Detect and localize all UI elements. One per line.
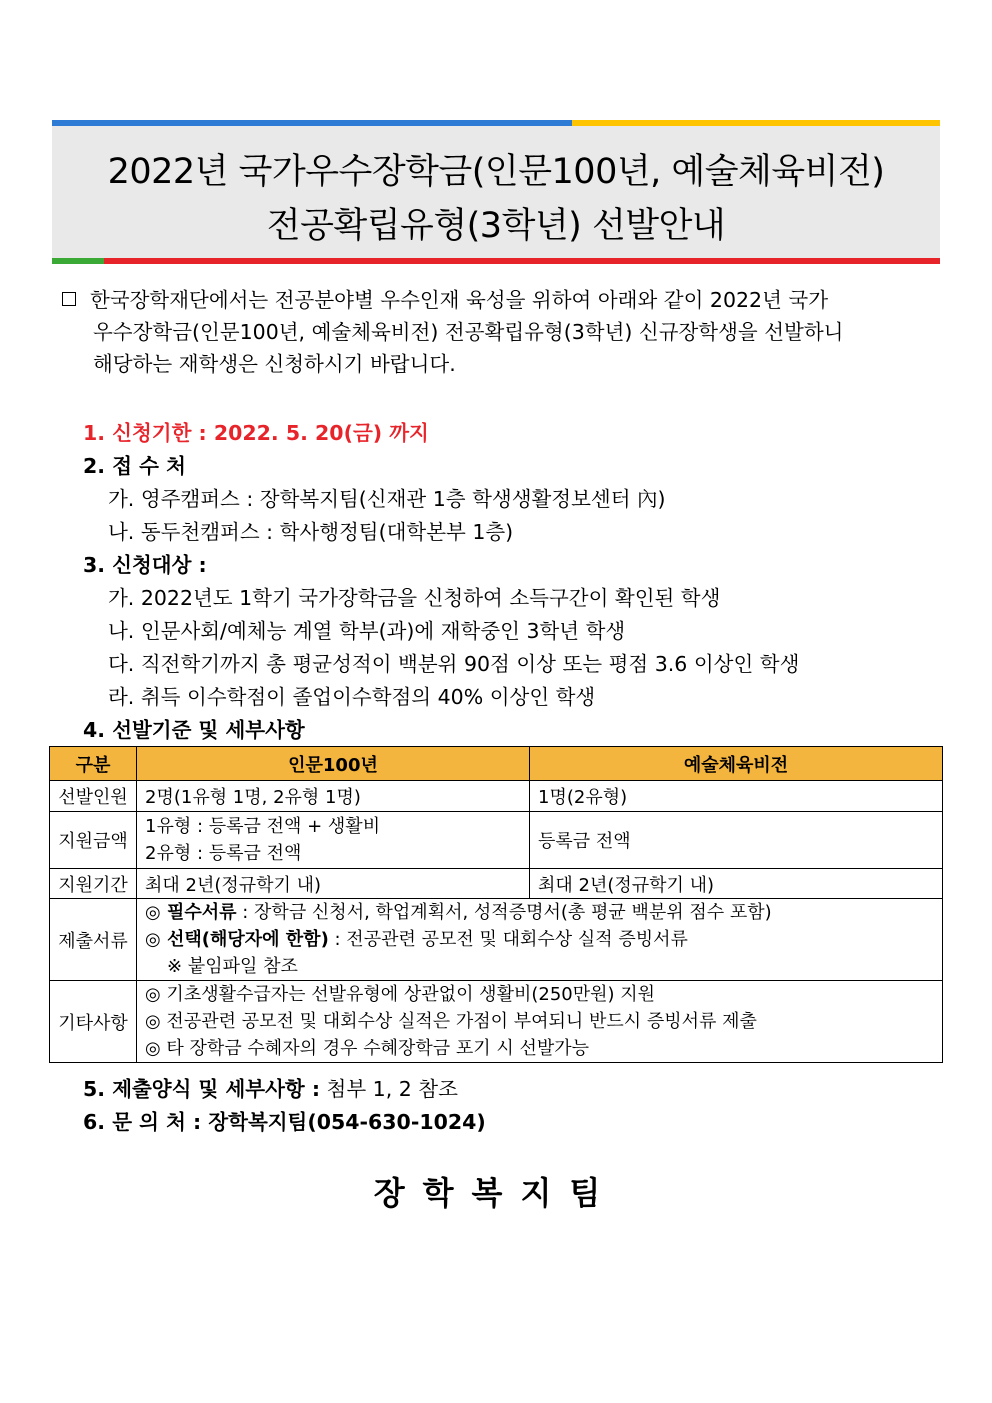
bottom-green-bar	[52, 258, 104, 264]
header-arts-sports: 예술체육비전	[530, 747, 943, 781]
intro-text-1: 한국장학재단에서는 전공분야별 우수인재 육성을 위하여 아래와 같이 2022년 국가	[90, 288, 828, 312]
docs-required-label: ◎ 필수서류	[145, 902, 237, 923]
intro-line-1	[62, 284, 947, 316]
docs-optional	[145, 926, 934, 953]
amount-arts: 등록금 전액	[530, 812, 943, 869]
reception-item-b: 나. 동두천캠퍼스 : 학사행정팀(대학본부 1층)	[108, 520, 514, 544]
intro-line-3: 해당하는 재학생은 신청하시기 바랍니다.	[93, 352, 456, 376]
intro-paragraph	[62, 284, 947, 380]
form-text: 첨부 1, 2 참조	[320, 1077, 458, 1101]
docs-optional-text: : 전공관련 공모전 및 대회수상 실적 증빙서류	[328, 929, 688, 950]
people-arts: 1명(2유형)	[530, 781, 943, 812]
period-arts: 최대 2년(정규학기 내)	[530, 869, 943, 899]
table-header-row	[50, 747, 943, 781]
selection-table	[49, 746, 943, 1063]
table-row	[50, 981, 943, 1063]
table-row	[50, 899, 943, 981]
bottom-red-bar	[104, 258, 940, 264]
docs-optional-label: ◎ 선택(해당자에 한함)	[145, 929, 329, 950]
checkbox-square-icon	[62, 292, 76, 306]
etc-line-1: ◎ 기초생활수급자는 선발유형에 상관없이 생활비(250만원) 지원	[145, 984, 656, 1005]
header-humanities: 인문100년	[137, 747, 530, 781]
top-yellow-bar	[572, 120, 940, 126]
table-row	[50, 812, 943, 869]
docs-required-text: : 장학금 신청서, 학업계획서, 성적증명서(총 평균 백분위 점수 포함)	[236, 902, 772, 923]
target-item-a: 가. 2022년도 1학기 국가장학금을 신청하여 소득구간이 확인된 학생	[108, 586, 721, 610]
row-label-docs: 제출서류	[50, 899, 137, 981]
row-label-people: 선발인원	[50, 781, 137, 812]
row-label-etc: 기타사항	[50, 981, 137, 1063]
form-item	[83, 1072, 458, 1102]
people-humanities: 2명(1유형 1명, 2유형 1명)	[137, 781, 530, 812]
docs-required	[145, 899, 934, 926]
form-label: 5. 제출양식 및 세부사항 :	[83, 1077, 321, 1101]
amount-type2: 2유형 : 등록금 전액	[145, 843, 302, 864]
reception-item-a: 가. 영주캠퍼스 : 장학복지팀(신재관 1층 학생생활정보센터 內)	[108, 487, 666, 511]
target-heading: 3. 신청대상 :	[83, 553, 207, 577]
amount-humanities	[137, 812, 530, 869]
deadline-item: 1. 신청기한 : 2022. 5. 20(금) 까지	[83, 421, 429, 445]
criteria-heading: 4. 선발기준 및 세부사항	[83, 718, 305, 742]
contact-item: 6. 문 의 처 : 장학복지팀(054-630-1024)	[83, 1110, 486, 1134]
etc-cell	[137, 981, 943, 1063]
target-item-b: 나. 인문사회/예체능 계열 학부(과)에 재학중인 3학년 학생	[108, 619, 626, 643]
header-category: 구분	[50, 747, 137, 781]
row-label-amount: 지원금액	[50, 812, 137, 869]
amount-type1: 1유형 : 등록금 전액 + 생활비	[145, 816, 381, 837]
table-row	[50, 869, 943, 899]
signature-office: 장학복지팀	[373, 1174, 619, 1212]
top-blue-bar	[52, 120, 572, 126]
reception-heading: 2. 접 수 처	[83, 454, 186, 478]
intro-line-2: 우수장학금(인문100년, 예술체육비전) 전공확립유형(3학년) 신규장학생을 선발하니	[93, 320, 844, 344]
title-line-2: 전공확립유형(3학년) 선발안내	[266, 206, 726, 246]
etc-line-2: ◎ 전공관련 공모전 및 대회수상 실적은 가점이 부여되니 반드시 증빙서류 제출	[145, 1011, 757, 1032]
target-item-d: 라. 취득 이수학점이 졸업이수학점의 40% 이상인 학생	[108, 685, 596, 709]
docs-note: ※ 붙임파일 참조	[167, 956, 298, 977]
period-humanities: 최대 2년(정규학기 내)	[137, 869, 530, 899]
row-label-period: 지원기간	[50, 869, 137, 899]
target-item-c: 다. 직전학기까지 총 평균성적이 백분위 90점 이상 또는 평점 3.6 이상인 학생	[108, 652, 800, 676]
docs-cell	[137, 899, 943, 981]
title-line-1: 2022년 국가우수장학금(인문100년, 예술체육비전)	[107, 152, 885, 192]
etc-line-3: ◎ 타 장학금 수혜자의 경우 수혜장학금 포기 시 선발가능	[145, 1038, 590, 1059]
title-box	[52, 120, 940, 264]
table-row	[50, 781, 943, 812]
